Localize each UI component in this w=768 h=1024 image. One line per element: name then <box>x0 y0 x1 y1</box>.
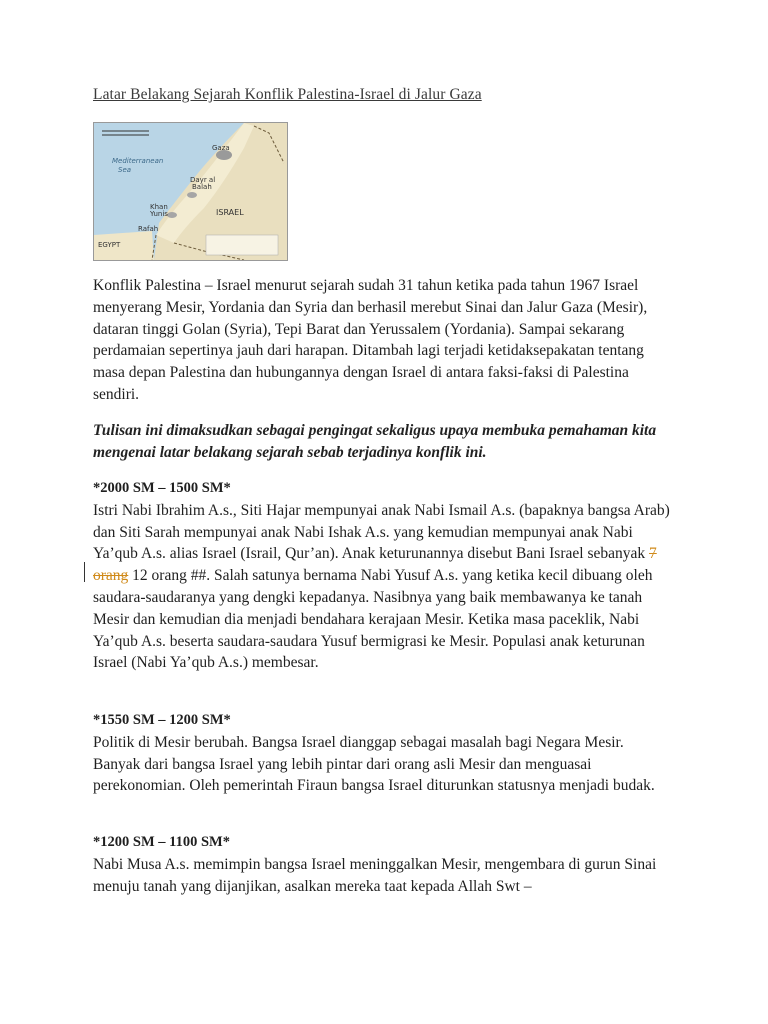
map-label-sea: Mediterranean <box>112 157 164 165</box>
section-heading: *1200 SM – 1100 SM* <box>93 834 230 850</box>
struck-text: 7 orang <box>93 545 657 585</box>
section-heading: *1550 SM – 1200 SM* <box>93 712 231 728</box>
map-label-khan: Khan <box>150 203 168 211</box>
section-body: Politik di Mesir berubah. Bangsa Israel dianggap sebagai masalah bagi Negara Mesir. Banyak dari bangsa Israel yang lebih pintar dari orang asli Mesir dan menguasai perekonomian. Oleh pemerintah Firaun bangsa Israel diturunkan statusnya menjadi budak. <box>93 733 655 795</box>
map-label-rafah: Rafah <box>138 225 159 233</box>
text-cursor <box>84 562 85 582</box>
section-1550-1200 <box>93 710 673 797</box>
map-label-dayr: Dayr al <box>190 176 216 184</box>
map-label-israel: ISRAEL <box>216 208 244 217</box>
section-1200-1100 <box>93 832 673 897</box>
emphasis-paragraph: Tulisan ini dimaksudkan sebagai pengingat sekaligus upaya membuka pemahaman kita mengenai latar belakang sejarah sebab terjadinya konflik ini. <box>93 422 657 461</box>
map-label-balah: Balah <box>192 183 212 191</box>
section-text-before: Istri Nabi Ibrahim A.s., Siti Hajar mempunyai anak Nabi Ismail A.s. (bapaknya bangsa Arab) dan Siti Sarah mempunyai anak Nabi Ishak A.s. yang kemudian mempunyai anak Nabi Ya’qub A.s. alias Israel (Israil, Qur’an). Anak keturunannya disebut Bani Israel sebanyak <box>93 501 670 563</box>
section-heading: *2000 SM – 1500 SM* <box>93 480 231 496</box>
intro-paragraph: Konflik Palestina – Israel menurut sejarah sudah 31 tahun ketika pada tahun 1967 Israel menyerang Mesir, Yordania dan Syria dan berhasil merebut Sinai dan Jalur Gaza (Mesir), dataran tinggi Golan (Syria), Tepi Barat dan Yerussalem (Yordania). Sampai sekarang perdamaian sepertinya jauh dari harapan. Ditambah lagi terjadi ketidaksepakatan tentang masa depan Palestina dan hubungannya dengan Israel di antara faksi-faksi di Palestina sendiri. <box>93 277 648 403</box>
section-2000-1500 <box>93 478 673 674</box>
section-text-after: 12 orang ##. Salah satunya bernama Nabi Yusuf A.s. yang ketika kecil dibuang oleh saudara-saudaranya yang dengki kepadanya. Nasibnya yang baik membawanya ke tanah Mesir dan kemudian dia menjadi bendahara kerajaan Mesir. Ketika masa paceklik, Nabi Ya’qub A.s. beserta saudara-saudara Yusuf bermigrasi ke Mesir. Populasi anak keturunan Israel (Nabi Ya’qub A.s.) membesar. <box>93 567 653 672</box>
map-label-yunis: Yunis <box>150 210 168 218</box>
section-body: Nabi Musa A.s. memimpin bangsa Israel meninggalkan Mesir, mengembara di gurun Sinai menuju tanah yang dijanjikan, asalkan mereka taat kepada Allah Swt – <box>93 855 657 895</box>
map-label-sea-2: Sea <box>118 166 132 174</box>
map-label-egypt: EGYPT <box>98 241 121 249</box>
document-title: Latar Belakang Sejarah Konflik Palestina-Israel di Jalur Gaza <box>93 86 482 103</box>
map-label-gaza: Gaza <box>212 144 230 152</box>
gaza-map-image <box>93 122 288 261</box>
section-body <box>93 500 673 674</box>
